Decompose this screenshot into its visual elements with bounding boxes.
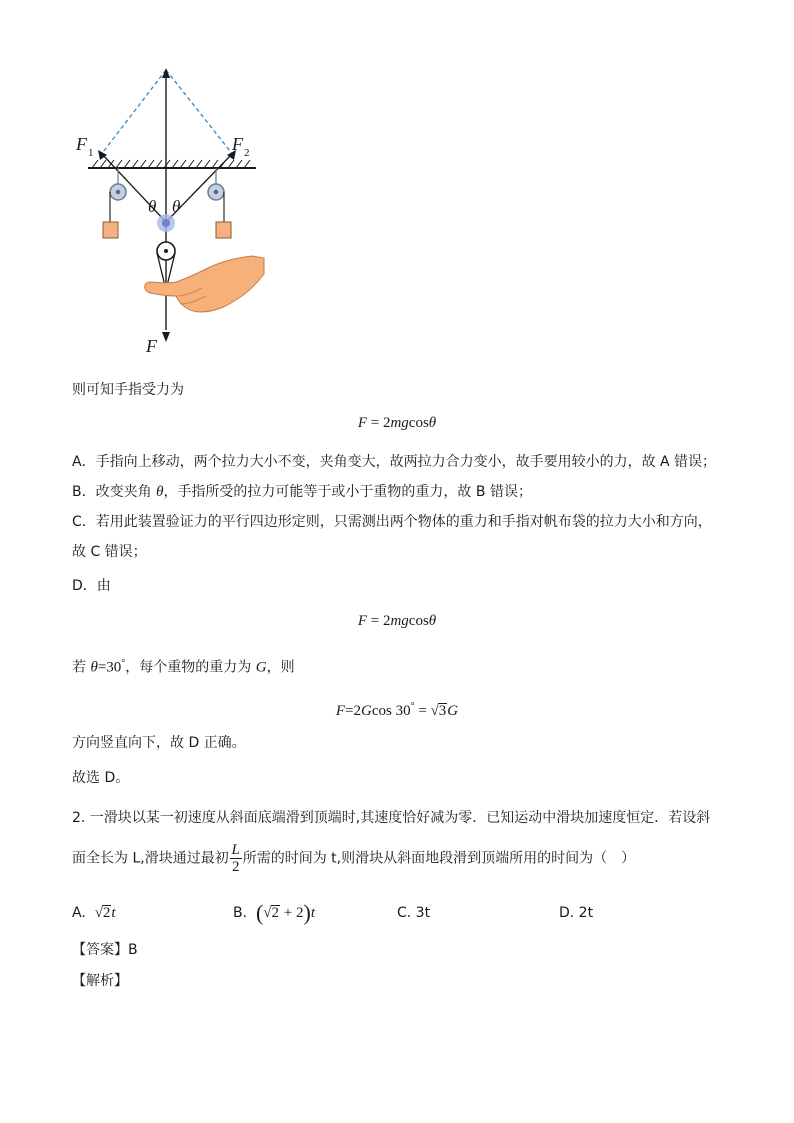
- resultant-arrowhead-up: [162, 68, 170, 78]
- label-f2-sub: 2: [244, 147, 250, 159]
- condition-line: 若 θ=30°，每个重物的重力为 G，则: [72, 658, 295, 676]
- left-weight: [103, 222, 118, 238]
- label-f: F: [146, 336, 157, 356]
- force-diagram: [70, 60, 270, 360]
- label-f2: F: [232, 134, 243, 154]
- label-f1: F: [76, 134, 87, 154]
- formula-3: F=2Gcos 30° = √3G: [335, 701, 459, 719]
- option-a-explanation: A．手指向上移动，两个拉力大小不变，夹角变大，故两拉力合力变小，故手要用较小的力，故 A 错误；: [72, 454, 717, 470]
- option-d[interactable]: D. 2t: [559, 905, 594, 921]
- label-theta-left: θ: [148, 197, 157, 216]
- answer-line: 【答案】B: [72, 942, 138, 958]
- intro-line: 则可知手指受力为: [72, 382, 184, 398]
- question-2-line-1: 2. 一滑块以某一初速度从斜面底端滑到顶端时,其速度恰好减为零．已知运动中滑块加速度恒定．若设斜: [72, 810, 711, 826]
- option-b-explanation: B．改变夹角 θ，手指所受的拉力可能等于或小于重物的重力，故 B 错误；: [72, 484, 532, 500]
- fraction-l-over-2: $\frac{L}{2}$: [231, 842, 240, 875]
- option-c-explanation-1: C．若用此装置验证力的平行四边形定则，只需测出两个物体的重力和手指对帆布袋的拉力大小和方向，: [72, 514, 712, 530]
- force-arrowhead-down: [162, 332, 170, 342]
- dashed-line-left: [100, 70, 166, 156]
- question-2-line-2: 面全长为 L,滑块通过最初 $\frac{L}{2}$ 所需的时间为 t,则滑块从斜面地段滑到顶端所用的时间为（ ）: [72, 842, 636, 875]
- option-c[interactable]: C. 3t: [397, 905, 431, 921]
- option-a[interactable]: A. √2t: [72, 905, 116, 921]
- option-d-explanation: D．由: [72, 578, 111, 594]
- dashed-line-right: [166, 70, 234, 156]
- formula-2: F = 2mgcosθ: [357, 613, 437, 629]
- formula-1: F = 2mgcosθ: [357, 415, 437, 431]
- direction-line: 方向竖直向下，故 D 正确。: [72, 735, 246, 751]
- label-f1-sub: 1: [88, 147, 94, 159]
- right-weight: [216, 222, 231, 238]
- analysis-tag: 【解析】: [72, 973, 128, 989]
- label-theta-right: θ: [172, 197, 181, 216]
- option-c-explanation-2: 故 C 错误；: [72, 544, 147, 560]
- ceiling-hatch: [92, 160, 250, 168]
- hand: [145, 256, 264, 312]
- choose-line: 故选 D。: [72, 770, 130, 786]
- option-b[interactable]: B. (√2 + 2)t: [233, 900, 315, 925]
